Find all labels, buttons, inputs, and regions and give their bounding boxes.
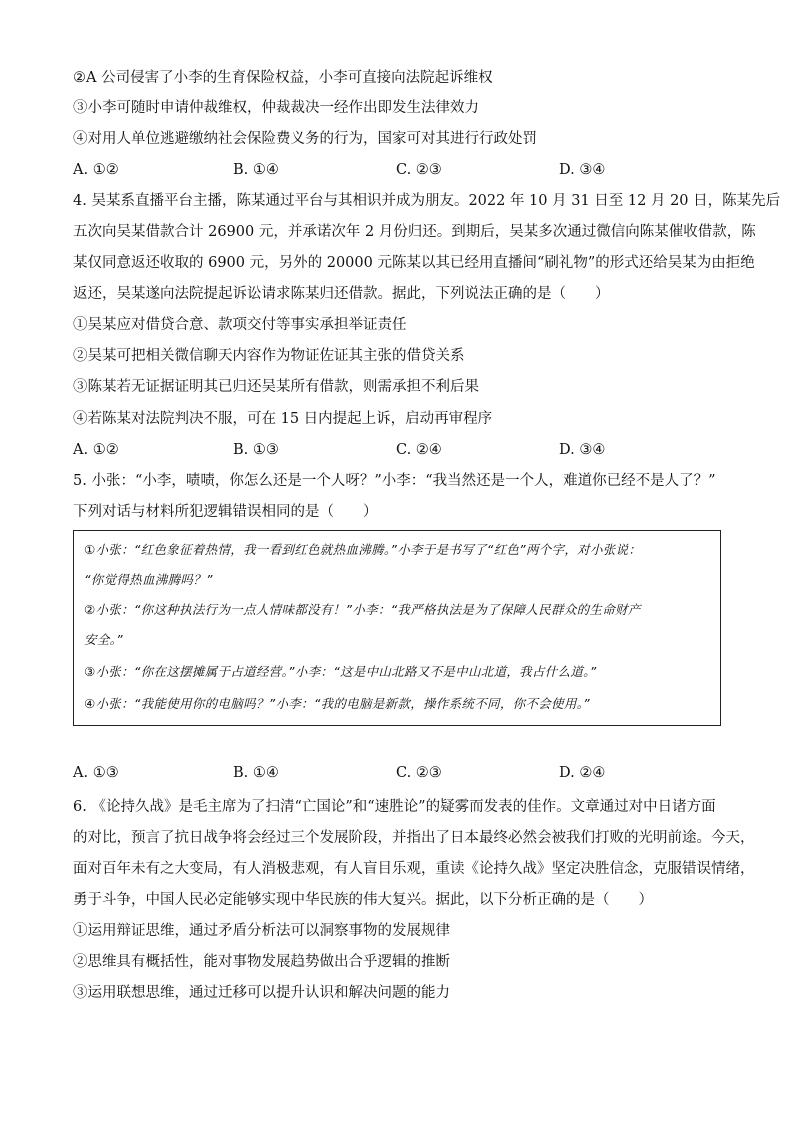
q3-item-3: ③小李可随时申请仲裁维权，仲裁裁决一经作出即发生法律效力 [73,100,479,116]
q4-option-c: C. ②④ [396,442,442,458]
q4-stem-line-2: 五次向吴某借款合计 26900 元，并承诺次年 2 月份归还。到期后，吴某多次通过微信向陈某催收借款，陈 [73,224,756,240]
q5-option-c: C. ②③ [396,765,442,781]
q3-item-4: ④对用人单位逃避缴纳社会保险费义务的行为，国家可对其进行行政处罚 [73,131,537,147]
q3-option-a: A. ①② [73,162,119,178]
q3-option-b: B. ①④ [233,162,279,178]
q3-option-c: C. ②③ [396,162,442,178]
q5-option-a: A. ①③ [73,765,119,781]
q5-stem-line-2: 下列对话与材料所犯逻辑错误相同的是（ ） [73,504,378,520]
q5-dialogue-box [73,530,721,726]
q5-box-line-2: “你觉得热血沸腾吗？” [84,572,213,587]
q5-option-b: B. ①④ [233,765,279,781]
q3-item-2: ②A 公司侵害了小李的生育保险权益，小李可直接向法院起诉维权 [73,70,493,86]
q6-stem-line-4: 勇于斗争，中国人民必定能够实现中华民族的伟大复兴。据此，以下分析正确的是（ ） [73,892,653,908]
q6-stem-line-2: 的对比，预言了抗日战争将会经过三个发展阶段，并指出了日本最终必然会被我们打败的光明前途。今天， [73,830,755,846]
q5-box-line-1: ①小张：“红色象征着热情，我一看到红色就热血沸腾。”小李于是书写了“红色”两个字，对小张说： [84,542,642,557]
q4-option-d: D. ③④ [559,442,606,458]
q6-item-1: ①运用辩证思维，通过矛盾分析法可以洞察事物的发展规律 [73,923,450,939]
q5-stem-line-1: 5. 小张：“小李，啧啧，你怎么还是一个人呀？”小李：“我当然还是一个人，难道你已经不是人了？” [73,473,716,489]
q4-option-b: B. ①③ [233,442,279,458]
q6-stem-line-3: 面对百年未有之大变局，有人消极悲观，有人盲目乐观，重读《论持久战》坚定决胜信念，克服错误情绪， [73,861,755,877]
q5-option-d: D. ②④ [559,765,606,781]
q4-options [73,440,733,460]
q4-stem-line-4: 返还，吴某遂向法院提起诉讼请求陈某归还借款。据此，下列说法正确的是（ ） [73,286,610,302]
q4-option-a: A. ①② [73,442,119,458]
q6-item-2: ②思维具有概括性，能对事物发展趋势做出合乎逻辑的推断 [73,954,450,970]
q4-item-2: ②吴某可把相关微信聊天内容作为物证佐证其主张的借贷关系 [73,348,465,364]
q5-box-line-6: ④小张：“我能使用你的电脑吗？”小李：“我的电脑是新款，操作系统不同，你不会使用。” [84,696,590,711]
q3-option-d: D. ③④ [559,162,606,178]
q4-stem-line-1: 4. 吴某系直播平台主播，陈某通过平台与其相识并成为朋友。2022 年 10 月 31 日至 12 月 20 日，陈某先后 [73,193,781,209]
q5-box-line-3: ②小张：“你这种执法行为一点人情味都没有！”小李：“我严格执法是为了保障人民群众的生命财产 [84,602,641,617]
q4-item-3: ③陈某若无证据证明其已归还吴某所有借款，则需承担不利后果 [73,379,479,395]
q6-item-3: ③运用联想思维，通过迁移可以提升认识和解决问题的能力 [73,985,450,1001]
q6-stem-line-1: 6. 《论持久战》是毛主席为了扫清“亡国论”和“速胜论”的疑雾而发表的佳作。文章通过对中日诸方面 [73,799,716,815]
q5-box-line-4: 安全。” [84,632,123,647]
q4-stem-line-3: 某仅同意返还收取的 6900 元，另外的 20000 元陈某以其已经用直播间“刷礼物”的形式还给吴某为由拒绝 [73,255,755,271]
q4-item-4: ④若陈某对法院判决不服，可在 15 日内提起上诉，启动再审程序 [73,411,493,427]
q4-item-1: ①吴某应对借贷合意、款项交付等事实承担举证责任 [73,317,407,333]
q5-box-line-5: ③小张：“你在这摆摊属于占道经营。”小李：“这是中山北路又不是中山北道，我占什么道。” [84,664,597,679]
q5-options [73,763,733,783]
q3-options [73,160,733,180]
